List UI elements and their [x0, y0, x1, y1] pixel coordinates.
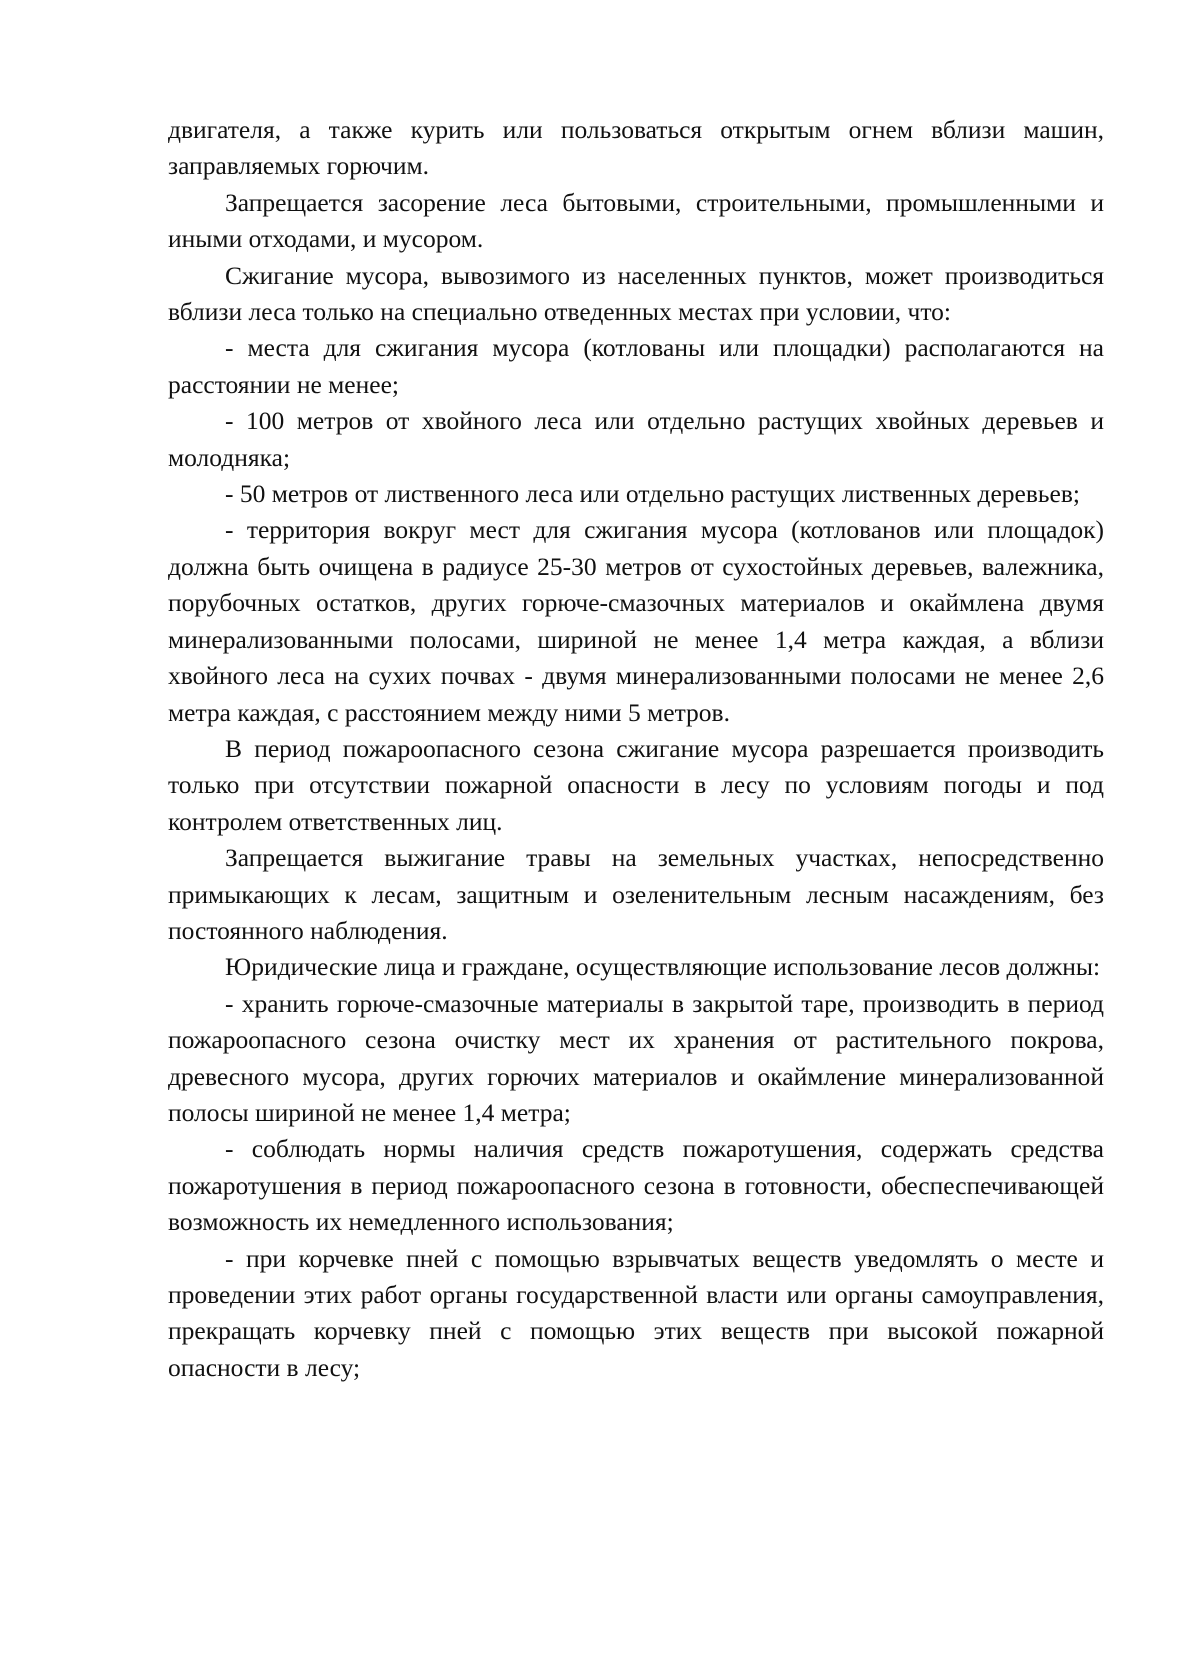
- document-body: [168, 112, 1104, 1386]
- paragraph-fire-season: В период пожароопасного сезона сжигание мусора разрешается производить только при отсутствии пожарной опасности в лесу по условиям погоды и под контролем ответственных лиц.: [168, 733, 1104, 836]
- paragraph-grass-burning-ban: Запрещается выжигание травы на земельных участках, непосредственно примыкающих к лесам, защитным и озеленительным лесным насаждениям, без постоянного наблюдения.: [168, 843, 1104, 945]
- list-item-territory-clearing: - территория вокруг мест для сжигания мусора (котлованов или площадок) должна быть очищена в радиусе 25-30 метров от сухостойных деревьев, валежника, порубочных остатков, других горюче-смазочных материалов и окаймлена двумя минерализованными полосами, шириной не менее 1,4 метра каждая, а вблизи хвойного леса на сухих почвах - двумя минерализованными полосами не менее 2,6 метра каждая, с расстоянием между ними 5 метров.: [168, 515, 1104, 727]
- paragraph-littering-ban: Запрещается засорение леса бытовыми, строительными, промышленными и иными отходами, и мусором.: [168, 187, 1104, 254]
- list-item-firefighting-equipment: - соблюдать нормы наличия средств пожаротушения, содержать средства пожаротушения в период пожароопасного сезона в готовности, обеспеспечивающей возможность их немедленного использования;: [168, 1134, 1104, 1237]
- list-item-fuel-storage: - хранить горюче-смазочные материалы в закрытой таре, производить в период пожароопасного сезона очистку мест их хранения от растительного покрова, древесного мусора, других горючих материалов и окаймление минерализованной полосы шириной не менее 1,4 метра;: [168, 988, 1104, 1127]
- paragraph-obligations-intro: Юридические лица и граждане, осуществляющие использование лесов должны:: [225, 952, 1101, 982]
- paragraph-burning-conditions: Сжигание мусора, вывозимого из населенных пунктов, может производиться вблизи леса только на специально отведенных местах при условии, что:: [168, 260, 1104, 327]
- list-item-burning-sites: - места для сжигания мусора (котлованы или площадки) располагаются на расстоянии не менее;: [168, 333, 1104, 399]
- list-item-coniferous-distance: - 100 метров от хвойного леса или отдельно растущих хвойных деревьев и молодняка;: [168, 406, 1104, 472]
- list-item-deciduous-distance: - 50 метров от лиственного леса или отдельно растущих лиственных деревьев;: [225, 479, 1080, 509]
- list-item-stump-removal: - при корчевке пней с помощью взрывчатых веществ уведомлять о месте и проведении этих работ органы государственной власти или органы самоуправления, прекращать корчевку пней с помощью этих веществ при высокой пожарной опасности в лесу;: [168, 1243, 1104, 1382]
- paragraph-continuation: двигателя, а также курить или пользоваться открытым огнем вблизи машин, заправляемых горючим.: [168, 115, 1104, 181]
